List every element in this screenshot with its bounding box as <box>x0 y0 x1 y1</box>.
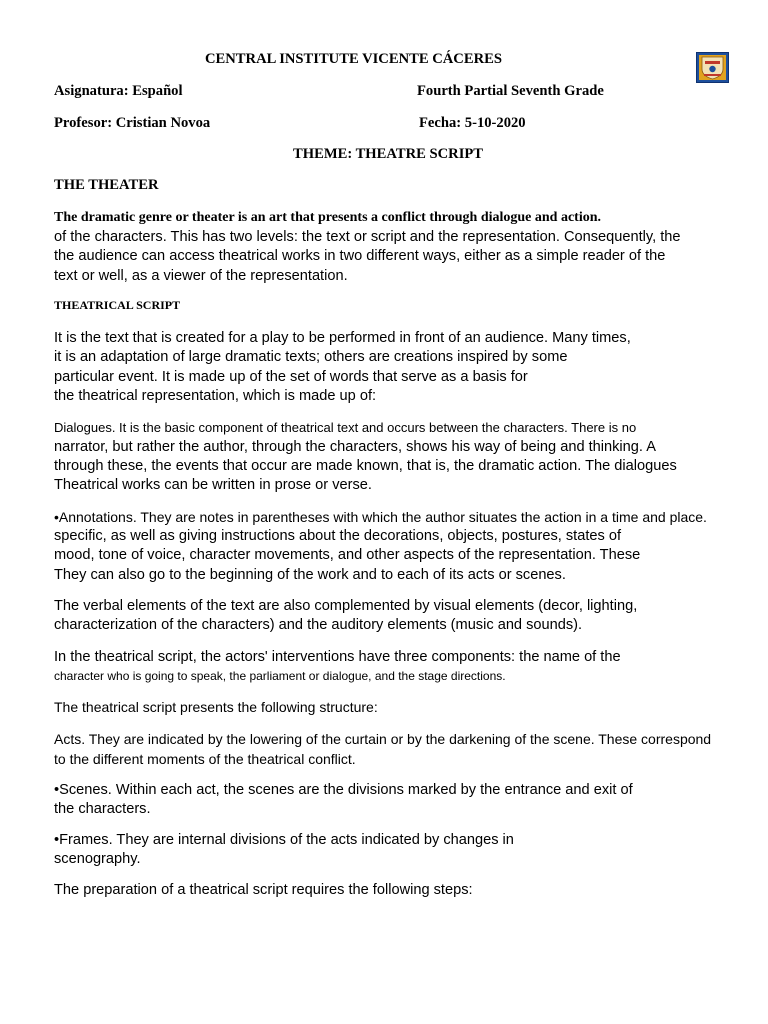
section-title-theater: THE THEATER <box>54 177 159 193</box>
theater-lead: The dramatic genre or theater is an art that presents a conflict through dialogue and action. <box>54 210 602 225</box>
structure-intro: The theatrical script presents the following structure: <box>54 699 378 715</box>
paragraph-line: The verbal elements of the text are also complemented by visual elements (decor, lighting, <box>54 598 638 614</box>
scenes-paragraph <box>54 781 633 820</box>
steps-intro: The preparation of a theatrical script requires the following steps: <box>54 882 473 898</box>
theater-paragraph <box>54 208 681 286</box>
frames-paragraph <box>54 831 514 870</box>
acts-paragraph <box>54 730 711 769</box>
paragraph-line: specific, as well as giving instructions about the decorations, objects, postures, states of <box>54 528 622 544</box>
paragraph-line: to the different moments of the theatrical conflict. <box>54 750 356 767</box>
verbal-paragraph <box>54 597 637 636</box>
paragraph-line: Dialogues. It is the basic component of theatrical text and occurs between the characters. There is no <box>54 420 637 435</box>
paragraph-line: •Annotations. They are notes in parentheses with which the author situates the action in a time and place. <box>54 509 707 525</box>
paragraph-line: particular event. It is made up of the set of words that serve as a basis for <box>54 368 528 385</box>
paragraph-line: •Frames. They are internal divisions of the acts indicated by changes in <box>54 832 514 848</box>
paragraph-line: the theatrical representation, which is made up of: <box>54 388 377 405</box>
paragraph-line: Theatrical works can be written in prose or verse. <box>54 477 372 494</box>
grade-label: Fourth Partial Seventh Grade <box>417 83 604 99</box>
paragraph-line: it is an adaptation of large dramatic texts; others are creations inspired by some <box>54 349 568 366</box>
paragraph-line: Acts. They are indicated by the lowering of the curtain or by the darkening of the scene. These correspond <box>54 731 712 747</box>
paragraph-line: •Scenes. Within each act, the scenes are the divisions marked by the entrance and exit of <box>54 782 633 798</box>
components-paragraph <box>54 648 621 685</box>
paragraph-line: characterization of the characters) and the auditory elements (music and sounds). <box>54 617 583 634</box>
paragraph-line: It is the text that is created for a play to be performed in front of an audience. Many times, <box>54 330 631 346</box>
paragraph-line: scenography. <box>54 851 141 868</box>
paragraph-line: mood, tone of voice, character movements, and other aspects of the representation. These <box>54 547 641 564</box>
paragraph-line: of the characters. This has two levels: the text or script and the representation. Consequently, the <box>54 229 681 245</box>
school-crest-icon <box>696 52 729 83</box>
paragraph-line: They can also go to the beginning of the work and to each of its acts or scenes. <box>54 566 566 583</box>
dialogues-paragraph <box>54 418 677 496</box>
paragraph-line: character who is going to speak, the parliament or dialogue, and the stage directions. <box>54 669 506 684</box>
paragraph-line: the characters. <box>54 801 151 818</box>
paragraph-line: narrator, but rather the author, through the characters, shows his way of being and thinking. A <box>54 438 656 455</box>
paragraph-line: the audience can access theatrical works in two different ways, either as a simple reader of the <box>54 248 666 265</box>
theme-title: THEME: THEATRE SCRIPT <box>293 146 484 162</box>
section-title-script: THEATRICAL SCRIPT <box>54 298 181 312</box>
paragraph-line: text or well, as a viewer of the representation. <box>54 267 348 284</box>
annotations-paragraph <box>54 507 707 585</box>
date-label: Fecha: 5-10-2020 <box>419 115 526 131</box>
script-paragraph <box>54 329 631 407</box>
teacher-label: Profesor: Cristian Novoa <box>54 115 211 131</box>
subject-label: Asignatura: Español <box>54 83 183 99</box>
paragraph-line: through these, the events that occur are made known, that is, the dramatic action. The dialogues <box>54 457 677 474</box>
institute-title: CENTRAL INSTITUTE VICENTE CÁCERES <box>205 51 502 67</box>
paragraph-line: In the theatrical script, the actors' interventions have three components: the name of the <box>54 649 621 665</box>
